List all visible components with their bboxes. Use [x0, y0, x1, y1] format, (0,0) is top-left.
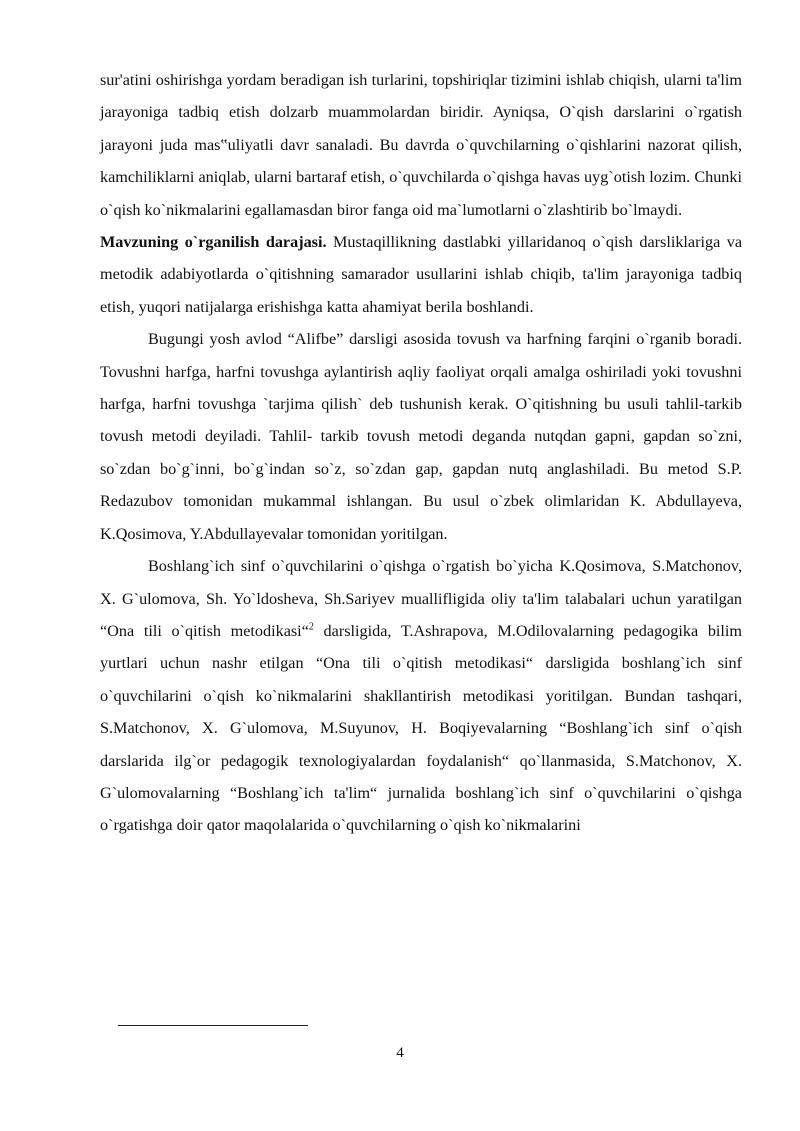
paragraph-research-level: [100, 226, 742, 323]
document-body: [100, 64, 742, 842]
footnote-reference-marker[interactable]: 2: [308, 621, 314, 633]
footnote-separator-line: [118, 1025, 308, 1026]
paragraph-intro-continuation: sur'atini oshirishga yordam beradigan ish turlarini, topshiriqlar tizimini ishlab chiqish, ularni ta'lim jarayoniga tadbiq etish dolzarb muammolardan biridir. Ayniqsa, O`qish darslarini o`rgatish jarayoni juda mas‟uliyatli davr sanaladi. Bu davrda o`quvchilarning o`qishlarini nazorat qilish, kamchiliklarni aniqlab, ularni bartaraf etish, o`quvchilarda o`qishga havas uyg`otish lozim. Chunki o`qish ko`nikmalarini egallamasdan biror fanga oid ma`lumotlarni o`zlashtirib bo`lmaydi.: [100, 71, 742, 219]
paragraph-literature-review-text-b: darsligida, T.Ashrapova, M.Odilovalarning pedagogika bilim yurtlari uchun nashr etilgan “Ona tili o`qitish metodikasi“ darsligida boshlang`ich sinf o`quvchilarini o`qish ko`nikmalarini shakllantirish metodikasi yoritilgan. Bundan tashqari, S.Matchonov, X. G`ulomova, M.Suyunov, H. Boqiyevalarning “Boshlang`ich sinf o`qish darslarida ilg`or pedagogik texnologiyalardan foydalanish“ qo`llanmasida, S.Matchonov, X. G`ulomovalarning “Boshlang`ich ta'lim“ jurnalida boshlang`ich sinf o`quvchilarini o`qishga o`rgatishga doir qator maqolalarida o`quvchilarning o`qish ko`nikmalarini: [100, 621, 742, 835]
paragraph-research-level-text: Mustaqillikning dastlabki yillaridanoq o`qish darsliklariga va metodik adabiyotlarda o`qitishning samarador usullarini ishlab chiqib, ta'lim jarayoniga tadbiq etish, yuqori natijalarga erishishga katta ahamiyat berila boshlandi.: [100, 233, 743, 316]
paragraph-alifbe-method: Bugungi yosh avlod “Alifbe” darsligi asosida tovush va harfning farqini o`rganib boradi. Tovushni harfga, harfni tovushga aylantirish aqliy faoliyat orqali amalga oshiriladi yoki tovushni harfga, harfni tovushga `tarjima qilish` deb tushunish kerak. O`qitishning bu usuli tahlil-tarkib tovush metodi deyiladi. Tahlil- tarkib tovush metodi deganda nutqdan gapni, gapdan so`zni, so`zdan bo`g`inni, bo`g`indan so`z, so`zdan gap, gapdan nutq anglashiladi. Bu metod S.P. Redazubov tomonidan mukammal ishlangan. Bu usul o`zbek olimlaridan K. Abdullayeva, K.Qosimova, Y.Abdullayevalar tomonidan yoritilgan.: [100, 330, 742, 543]
page-number: 4: [396, 1045, 404, 1061]
paragraph-literature-review-text-a: Boshlang`ich sinf o`quvchilarini o`qishga o`rgatish bo`yicha K.Qosimova, S.Matchonov, X. G`ulomova, Sh. Yo`ldosheva, Sh.Sariyev muallifligida oliy ta'lim talabalari uchun yaratilgan “Ona tili o`qitish metodikasi“: [100, 557, 742, 640]
paragraph-literature-review: [100, 550, 742, 842]
section-heading-research-level: Mavzuning o`rganilish darajasi.: [100, 233, 327, 252]
